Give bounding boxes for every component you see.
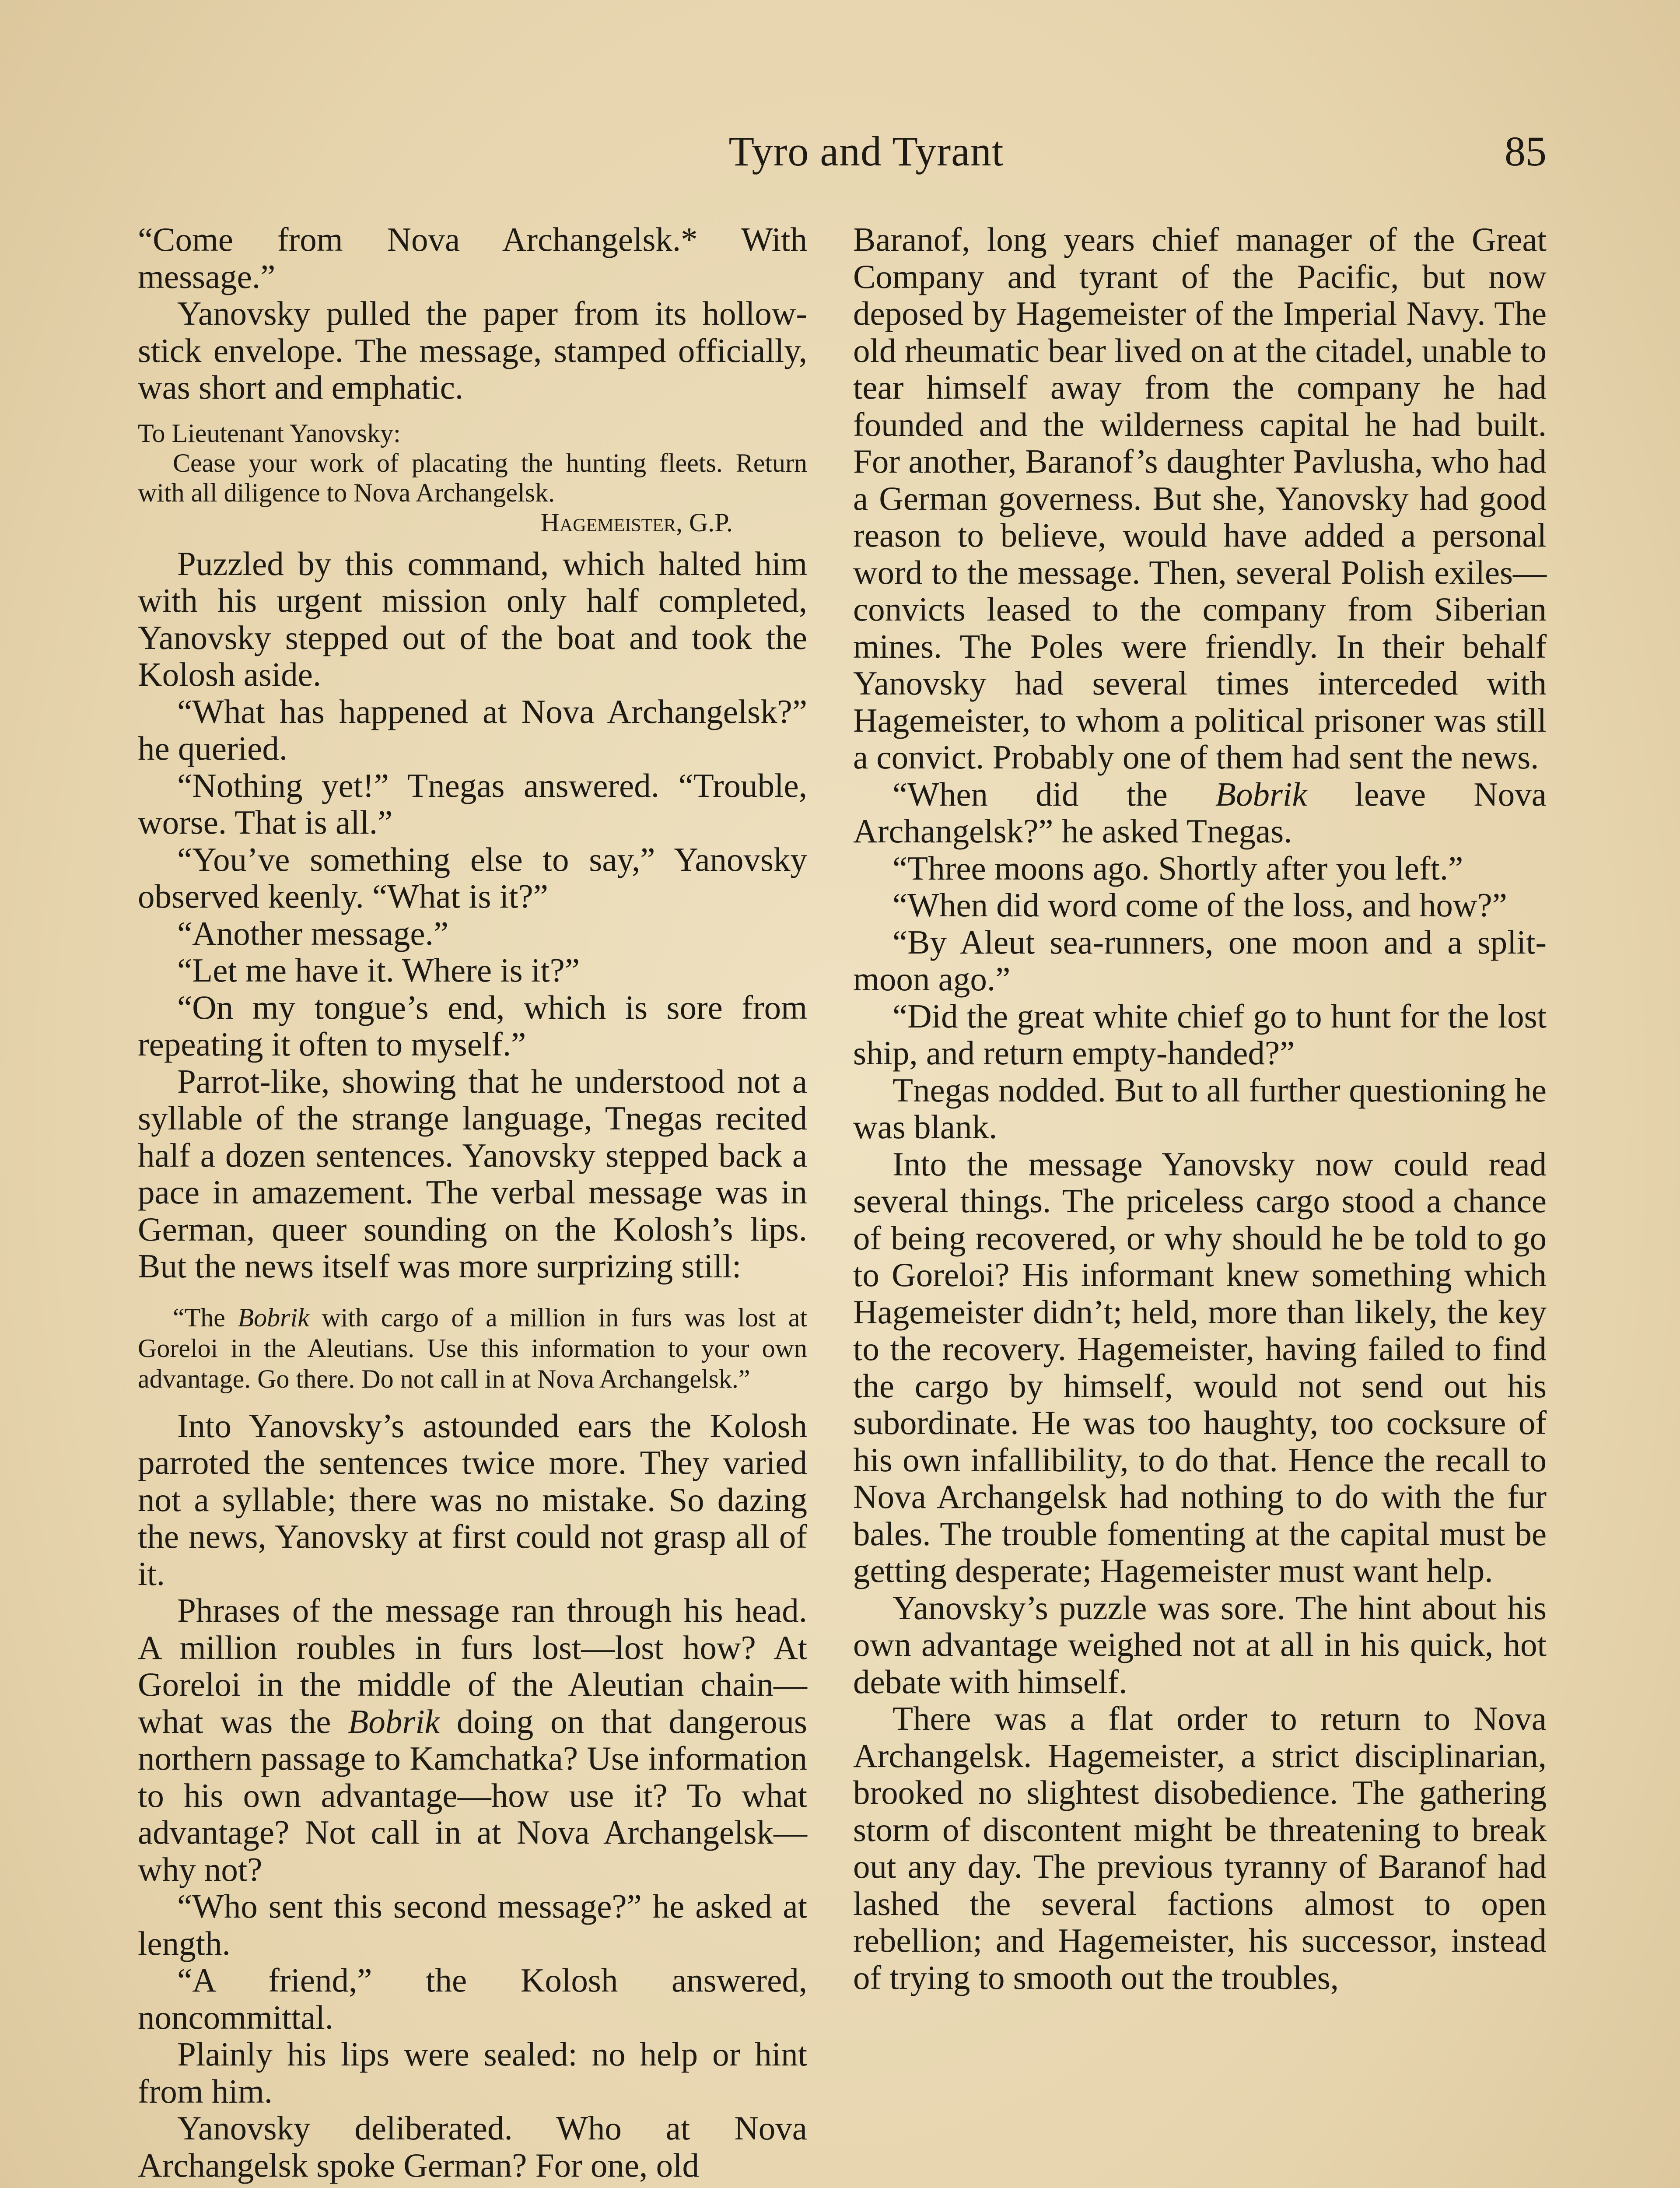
order-signature: Hagemeister, G.P.: [540, 508, 733, 537]
order-addressee: To Lieutenant Yanovsky:: [138, 418, 401, 448]
paragraph: “Come from Nova Archangelsk.* With message.”: [138, 221, 807, 295]
paragraph: Puzzled by this command, which halted him with his urgent mission only half completed, Yanovsky stepped out of the boat and took the Kolosh aside.: [138, 544, 807, 693]
ship-name: Bobrik: [1215, 775, 1307, 813]
paragraph: Yanovsky pulled the paper from its hollow-stick envelope. The message, stamped officially, was short and emphatic.: [138, 295, 807, 406]
left-column: [138, 221, 807, 2184]
paragraph: [138, 1592, 807, 1888]
ship-name: Bobrik: [238, 1303, 309, 1332]
paragraph: “Nothing yet!” Tnegas answered. “Trouble, worse. That is all.”: [138, 766, 807, 841]
paragraph: “By Aleut sea-runners, one moon and a split-moon ago.”: [853, 923, 1547, 998]
verbal-message-text: [138, 1302, 807, 1394]
paragraph: “Three moons ago. Shortly after you left.”: [892, 849, 1463, 887]
text-run: “The: [173, 1303, 238, 1332]
ship-name: Bobrik: [348, 1702, 440, 1740]
paragraph: Parrot-like, showing that he understood not a syllable of the strange language, Tnegas recited half a dozen sentences. Yanovsky stepped back a pace in amazement. The verbal message was in German, queer sounding on the Kolosh’s lips. But the news itself was more surprizing still:: [138, 1062, 807, 1285]
paragraph: “You’ve something else to say,” Yanovsky observed keenly. “What is it?”: [138, 840, 807, 915]
paragraph: “Who sent this second message?” he asked at length.: [138, 1887, 807, 1962]
paragraph: “Another message.”: [177, 914, 449, 952]
paragraph: “A friend,” the Kolosh answered, noncommittal.: [138, 1961, 807, 2036]
paragraph: Into the message Yanovsky now could read several things. The priceless cargo stood a chance of being recovered, or why should he be told to go to Goreloi? His informant knew something which Hagemeister didn’t; held, more than likely, the key to the recovery. Hagemeister, having failed to find the cargo by himself, would not send out his subordinate. He was too haughty, too cocksure of his own infallibility, to do that. Hence the recall to Nova Archangelsk had nothing to do with the fur bales. The trouble fomenting at the capital must be getting desperate; Hagemeister must want help.: [853, 1145, 1547, 1589]
running-head: [0, 127, 1680, 184]
verbal-message: [138, 1302, 807, 1394]
paragraph: “When did word come of the loss, and how?”: [892, 886, 1507, 924]
order-body: Cease your work of placating the hunting fleets. Return with all diligence to Nova Archangelsk.: [138, 448, 807, 507]
paragraph: “Did the great white chief go to hunt for the lost ship, and return empty-handed?”: [853, 997, 1547, 1072]
paragraph: Tnegas nodded. But to all further questioning he was blank.: [853, 1071, 1547, 1146]
paragraph: Yanovsky’s puzzle was sore. The hint about his own advantage weighed not at all in his quick, hot debate with himself.: [853, 1588, 1547, 1701]
paragraph: Into Yanovsky’s astounded ears the Kolosh parroted the sentences twice more. They varied not a syllable; there was no mistake. So dazing the news, Yanovsky at first could not grasp all of it.: [138, 1406, 807, 1592]
paragraph: “Let me have it. Where is it?”: [177, 951, 580, 989]
paragraph: “What has happened at Nova Archangelsk?” he queried.: [138, 692, 807, 767]
text-run: doing on that dangerous northern passage to Kamchatka? Use information to his own advantage—how use it? To what advantage? Not call in at Nova Archangelsk—why not?: [138, 1702, 807, 1888]
text-run: Phrases of the message ran through his head. A million roubles in furs lost—lost how? At Goreloi in the middle of the Aleutian chain—what was the: [138, 1592, 807, 1740]
paragraph: Plainly his lips were sealed: no help or hint from him.: [138, 2035, 807, 2110]
paragraph: There was a flat order to return to Nova Archangelsk. Hagemeister, a strict disciplinarian, brooked no slightest disobedience. The gathering storm of discontent might be threatening to break out any day. The previous tyranny of Baranof had lashed the several factions almost to open rebellion; and Hagemeister, his successor, instead of trying to smooth out the troubles,: [853, 1700, 1547, 1996]
page-number: 85: [1505, 128, 1547, 175]
written-order: [138, 418, 807, 537]
paragraph: [853, 776, 1547, 850]
text-run: with cargo of a million in furs was lost at Goreloi in the Aleutians. Use this information to your own advantage. Go there. Do not call in at Nova Archangelsk.”: [138, 1303, 807, 1393]
paragraph: “On my tongue’s end, which is sore from repeating it often to myself.”: [138, 988, 807, 1063]
text-run: “When did the: [892, 775, 1215, 813]
text-run: leave Nova Archangelsk?” he asked Tnegas.: [853, 775, 1547, 850]
paragraph: Yanovsky deliberated. Who at Nova Archangelsk spoke German? For one, old: [138, 2109, 807, 2184]
right-column: [853, 221, 1547, 1996]
paragraph: Baranof, long years chief manager of the Great Company and tyrant of the Pacific, but now deposed by Hagemeister of the Imperial Navy. The old rheumatic bear lived on at the citadel, unable to tear himself away from the company he had founded and the wilderness capital he had built. For another, Baranof’s daughter Pavlusha, who had a German governess. But she, Yanovsky had good reason to believe, would have added a personal word to the message. Then, several Polish exiles—convicts leased to the company from Siberian mines. The Poles were friendly. In their behalf Yanovsky had several times interceded with Hagemeister, to whom a political prisoner was still a convict. Probably one of them had sent the news.: [853, 221, 1547, 776]
running-title: Tyro and Tyrant: [728, 128, 1004, 175]
